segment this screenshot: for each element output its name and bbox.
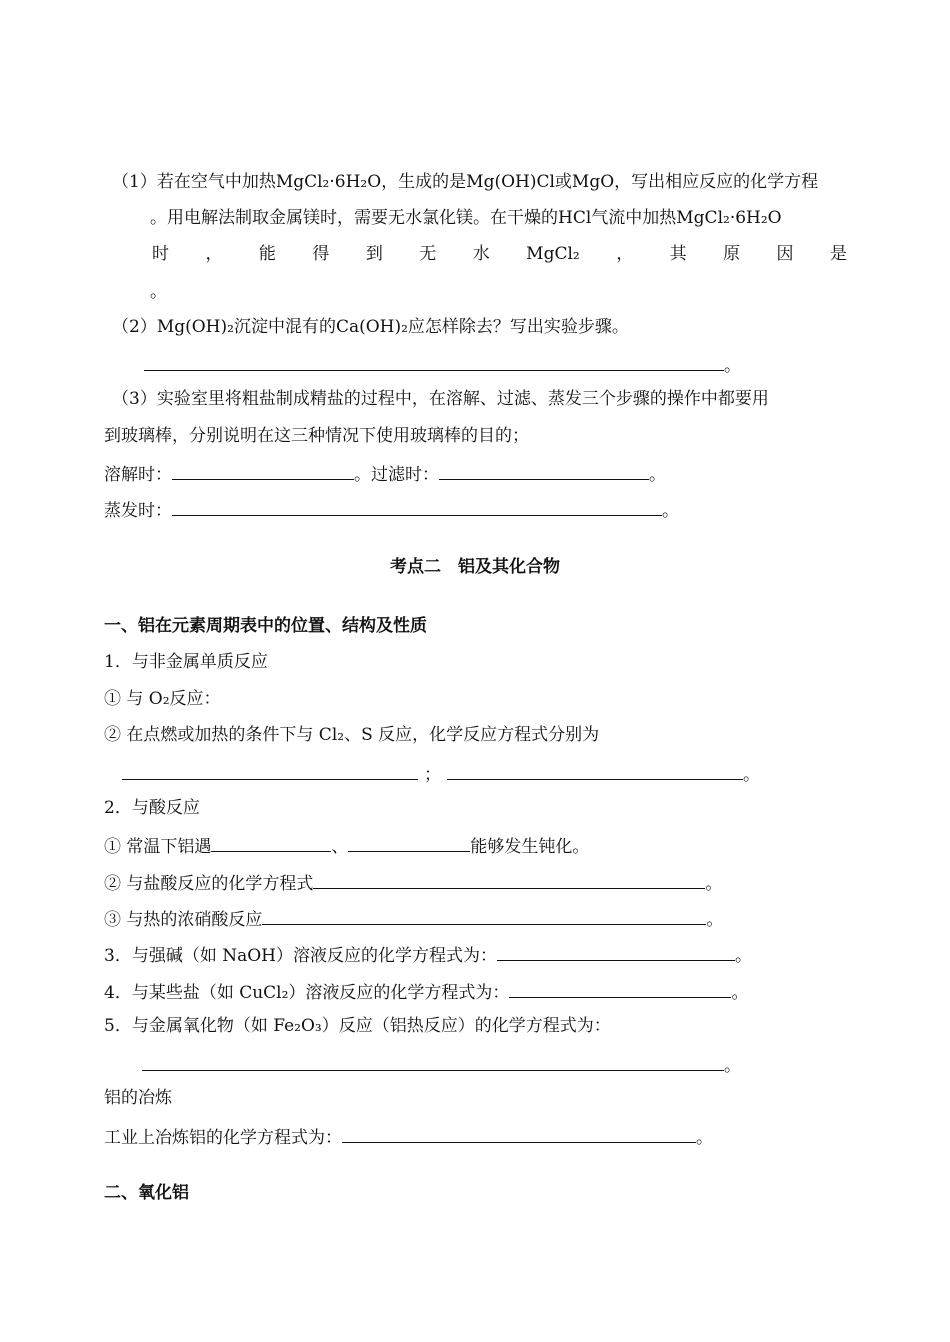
s-blank[interactable] (447, 761, 743, 780)
smelting-title: 铝的冶炼 (104, 1088, 172, 1108)
item2c-text: ③ 与热的浓硝酸反应 (104, 910, 263, 930)
q1-line3-word: 其 (669, 244, 687, 264)
q1-line3-word: 无 (419, 244, 437, 264)
filter-blank[interactable] (439, 461, 649, 480)
hcl-blank[interactable] (313, 870, 705, 889)
smelting-text: 工业上冶炼铝的化学方程式为： (104, 1128, 342, 1148)
line-end: 。 (743, 765, 760, 785)
item2b-text: ② 与盐酸反应的化学方程式 (104, 874, 314, 894)
q1-line3-word: ， (616, 244, 634, 264)
item2a-sep: 、 (331, 837, 349, 857)
passivation-blank-2[interactable] (348, 833, 470, 852)
q3-line2: 到玻璃棒，分别说明在这三种情况下使用玻璃棒的目的； (104, 426, 529, 446)
item2a-post: 能够发生钝化。 (470, 837, 590, 857)
item5: 5．与金属氧化物（如 Fe₂O₃）反应（铝热反应）的化学方程式为： (104, 1016, 611, 1036)
item3 (104, 942, 752, 967)
cucl2-blank[interactable] (509, 979, 731, 998)
evaporate-label: 蒸发时： (104, 501, 172, 521)
item3-text: 3．与强碱（如 NaOH）溶液反应的化学方程式为： (104, 946, 497, 966)
q1-line4: 。 (150, 282, 167, 302)
item4-text: 4．与某些盐（如 CuCl₂）溶液反应的化学方程式为： (104, 983, 510, 1003)
line-end: 。 (735, 946, 752, 966)
item1a: ① 与 O₂反应： (104, 689, 221, 709)
q1-line3-word: 时 (152, 244, 169, 264)
line-end: 。 (696, 1128, 713, 1148)
q1-line3-word: 到 (365, 244, 383, 264)
line-end: 。 (724, 1056, 741, 1076)
item1: 1．与非金属单质反应 (104, 652, 268, 672)
item2: 2．与酸反应 (104, 798, 200, 818)
q1-line3-word: 是 (830, 244, 847, 264)
item1b: ② 在点燃或加热的条件下与 Cl₂、S 反应，化学反应方程式分别为 (104, 725, 600, 745)
part1-heading: 一、铝在元素周期表中的位置、结构及性质 (104, 616, 427, 636)
q1-line3-word: 因 (776, 244, 794, 264)
q1-line2: 。用电解法制取金属镁时，需要无水氯化镁。在干燥的HCl气流中加热MgCl₂·6H₂O (150, 208, 782, 228)
part2-heading: 二、氧化铝 (104, 1183, 189, 1203)
item5-answer-line (142, 1052, 741, 1077)
dissolve-blank[interactable] (172, 461, 354, 480)
smelting-line (104, 1124, 713, 1149)
q1-line3-word: 水 (472, 244, 490, 264)
q2-answer-line (144, 352, 741, 377)
line-end: 。 (706, 910, 724, 930)
q2-line1: （2）Mg(OH)₂沉淀中混有的Ca(OH)₂应怎样除去？写出实验步骤。 (112, 317, 629, 337)
q3-line1: （3）实验室里将粗盐制成精盐的过程中，在溶解、过滤、蒸发三个步骤的操作中都要用 (112, 389, 769, 409)
line-end: 。 (662, 501, 679, 521)
q2-end: 。 (724, 356, 741, 376)
q1-line3-word: 能 (258, 244, 276, 264)
item1b-answers (122, 761, 760, 786)
filter-label: 。过滤时： (354, 465, 439, 485)
q1-line3 (152, 243, 847, 265)
q1-line3-word: 得 (312, 244, 330, 264)
q1-line3-word: MgCl₂ (526, 244, 580, 264)
item2a-pre: ① 常温下铝遇 (104, 837, 212, 857)
line-end: 。 (705, 874, 723, 894)
q1-text: 若在空气中加热MgCl₂·6H₂O，生成的是Mg(OH)Cl或MgO，写出相应反应的化学方程 (156, 172, 819, 192)
q1-line3-word: ， (205, 244, 223, 264)
evaporate-blank[interactable] (172, 497, 662, 516)
q3-evaporate-line (104, 497, 679, 522)
semicolon: ； (424, 765, 441, 785)
line-end: 。 (731, 983, 749, 1003)
cl2-blank[interactable] (122, 761, 418, 780)
section-title: 考点二 铝及其化合物 (390, 557, 560, 577)
item2b (104, 870, 722, 895)
dissolve-label: 溶解时： (104, 465, 172, 485)
q1-line3-word: 原 (723, 244, 741, 264)
q1-prefix: （1） (112, 172, 157, 192)
q1-line1 (112, 171, 818, 193)
item2c (104, 906, 723, 931)
q3-dissolve-filter-line (104, 461, 666, 486)
answer-blank[interactable] (144, 352, 724, 371)
thermite-blank[interactable] (142, 1052, 724, 1071)
passivation-blank-1[interactable] (211, 833, 331, 852)
smelting-blank[interactable] (342, 1124, 696, 1143)
line-end: 。 (649, 465, 666, 485)
naoh-blank[interactable] (497, 942, 735, 961)
item4 (104, 979, 748, 1004)
item2a (104, 833, 589, 858)
hno3-blank[interactable] (262, 906, 706, 925)
